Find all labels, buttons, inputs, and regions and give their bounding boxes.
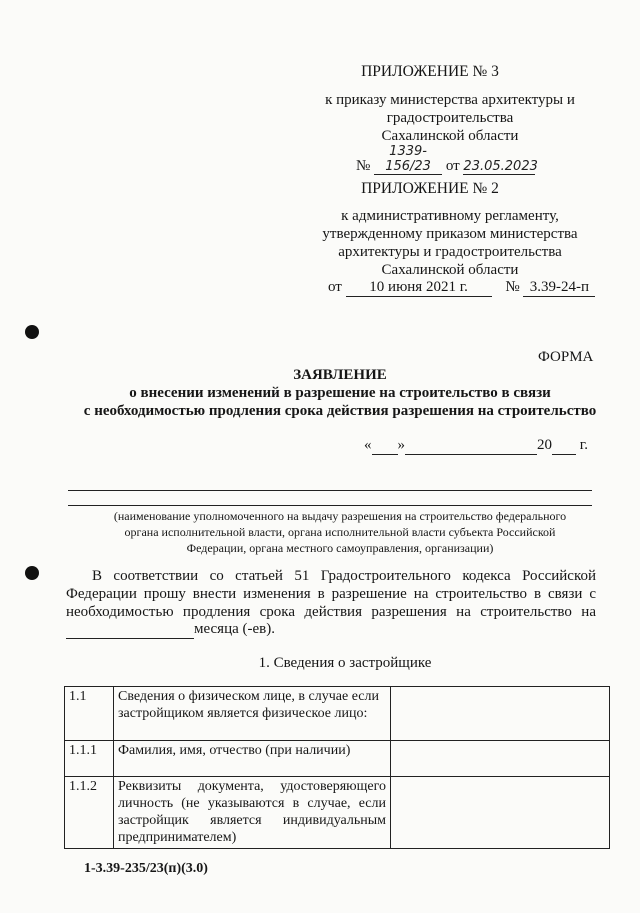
body-line-4 bbox=[66, 621, 275, 639]
year-blank bbox=[552, 437, 576, 455]
appendix3-number-line bbox=[356, 144, 576, 175]
appendix3-no-label: № bbox=[356, 158, 371, 174]
row-number: 1.1 bbox=[65, 687, 114, 741]
punch-hole-top bbox=[25, 325, 39, 339]
row-value bbox=[391, 687, 610, 741]
appendix2-line3: архитектуры и градостроительства bbox=[338, 244, 562, 260]
appendix3-line2: градостроительства bbox=[386, 110, 514, 126]
authority-line-2 bbox=[68, 505, 592, 506]
appendix2-date-value: 10 июня 2021 г. bbox=[346, 279, 492, 297]
table-row bbox=[65, 687, 610, 741]
authority-caption-1: (наименование уполномоченного на выдачу разрешения на строительство федерального bbox=[113, 509, 567, 523]
appendix3-date-value: 23.05.2023 bbox=[463, 159, 538, 174]
statement-subtitle-2: с необходимостью продления срока действия разрешения на строительство bbox=[83, 403, 597, 419]
row-label: Фамилия, имя, отчество (при наличии) bbox=[114, 741, 391, 777]
developer-info-table bbox=[64, 686, 610, 849]
appendix2-no-value: 3.39-24-п bbox=[523, 279, 595, 297]
body-text-2: Федерации прошу внести изменения в разрешение на строительство в связи с bbox=[66, 586, 596, 602]
row-number: 1.1.2 bbox=[65, 777, 114, 849]
year-prefix: 20 bbox=[537, 437, 552, 453]
appendix2-title: ПРИЛОЖЕНИЕ № 2 bbox=[361, 180, 499, 197]
day-blank bbox=[372, 437, 398, 455]
appendix3-line3: Сахалинской области bbox=[381, 128, 519, 144]
body-text-4: месяца (-ев). bbox=[194, 621, 275, 637]
months-blank bbox=[66, 621, 194, 639]
appendix3-title: ПРИЛОЖЕНИЕ № 3 bbox=[361, 63, 499, 80]
appendix3-no-value: 1339-156/23 bbox=[374, 144, 442, 175]
table-row bbox=[65, 777, 610, 849]
table-row bbox=[65, 741, 610, 777]
row-label: Реквизиты документа, удостоверяющего личность (не указываются в случае, если застройщик является индивидуальным предпринимателем) bbox=[114, 777, 391, 849]
date-line bbox=[364, 437, 588, 455]
body-text-3: необходимостью продления срока действия разрешения на строительство на bbox=[66, 604, 596, 620]
appendix2-date-line bbox=[328, 279, 618, 297]
row-number: 1.1.1 bbox=[65, 741, 114, 777]
row-value bbox=[391, 741, 610, 777]
month-blank bbox=[405, 437, 537, 455]
statement-subtitle-1: о внесении изменений в разрешение на строительство в связи bbox=[129, 385, 551, 401]
appendix2-line4: Сахалинской области bbox=[381, 262, 519, 278]
footer-code: 1-3.39-235/23(п)(3.0) bbox=[84, 861, 208, 876]
year-suffix: г. bbox=[579, 437, 588, 453]
form-label: ФОРМА bbox=[538, 349, 594, 365]
appendix3-from-label: от bbox=[445, 158, 460, 174]
body-line-3 bbox=[66, 604, 596, 621]
authority-caption-2: органа исполнительной власти, органа исполнительной власти субъекта Российской bbox=[124, 525, 556, 539]
statement-title: ЗАЯВЛЕНИЕ bbox=[293, 367, 387, 383]
authority-caption-3: Федерации, органа местного самоуправления, организации) bbox=[186, 541, 494, 555]
appendix2-from-label: от bbox=[328, 279, 342, 295]
row-value bbox=[391, 777, 610, 849]
close-quote: » bbox=[397, 437, 405, 453]
open-quote: « bbox=[364, 437, 372, 453]
section1-title: 1. Сведения о застройщике bbox=[258, 655, 432, 671]
appendix3-line1: к приказу министерства архитектуры и bbox=[325, 92, 575, 108]
body-text-1: В соответствии со статьей 51 Градостроительного кодекса Российской bbox=[92, 568, 596, 584]
body-line-2 bbox=[66, 586, 596, 603]
appendix2-line1: к административному регламенту, bbox=[341, 208, 559, 224]
appendix2-no-label: № bbox=[505, 279, 520, 295]
appendix2-line2: утвержденному приказом министерства bbox=[322, 226, 578, 242]
row-label: Сведения о физическом лице, в случае если застройщиком является физическое лицо: bbox=[114, 687, 391, 741]
authority-line-1 bbox=[68, 490, 592, 491]
body-line-1 bbox=[92, 568, 596, 585]
punch-hole-bottom bbox=[25, 566, 39, 580]
